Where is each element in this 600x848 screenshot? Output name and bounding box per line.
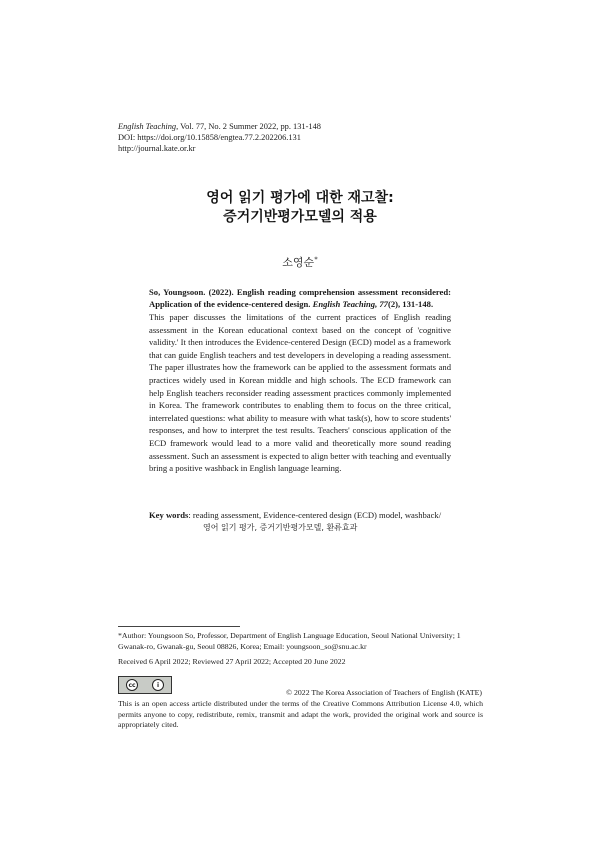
title-line-1: 영어 읽기 평가에 대한 재고찰: [206,190,394,206]
paper-title [0,189,600,227]
received-dates: Received 6 April 2022; Reviewed 27 April 2022; Accepted 20 June 2022 [118,657,346,666]
keywords-korean: 영어 읽기 평가, 증거기반평가모델, 환류효과 [203,523,358,532]
journal-url[interactable]: http://journal.kate.or.kr [118,144,196,154]
author-footnote-mark[interactable]: * [314,255,318,264]
journal-name: English Teaching [118,122,177,131]
license-text: This is an open access article distributed under the terms of the Creative Commons Attribution License 4.0, which permits anyone to copy, redistribute, remix, transmit and adapt the work, provided the original work and source is appropriately cited. [118,699,483,730]
keywords [149,509,459,522]
journal-citation-line [118,121,321,132]
volume-info: , Vol. 77, No. 2 Summer 2022, pp. 131-148 [176,122,321,131]
author-footnote: *Author: Youngsoon So, Professor, Department of English Language Education, Seoul National University; 1 Gwanak-ro, Gwanak-gu, Seoul 08826, Korea; Email: youngsoon_so@snu.ac.kr [118,631,461,651]
cc-icon: cc [126,679,138,691]
citation-tail: (2), 131-148. [387,298,434,309]
keywords-english: : reading assessment, Evidence-centered design (ECD) model, washback/ [188,510,442,520]
citation [149,287,451,310]
citation-journal: English Teaching, 77 [312,298,388,309]
abstract: This paper discusses the limitations of the current practices of English reading assessment in the Korean educational context based on the concept of 'cognitive validity.' It then introduces the Evidence-centered Design (ECD) model as a framework that can guide English teachers and test developers in developing a reading assessment. The paper illustrates how the framework can be applied to the assessment formats and practices widely used in Korean middle and high schools. The ECD framework can help English teachers reconsider reading assessment practices commonly implemented in Korea. The framework contributes to enabling them to focus on the three critical, interrelated questions: what ability to measure with what task(s), how to score students' responses, and how to interpret the test results. Teachers' conscious application of the ECD framework would lead to a more valid and theoretically more sound reading assessment. Such an assessment is expected to align better with teaching and eventually bring a positive washback in English language learning. [149,312,451,474]
cc-license-badge[interactable] [118,676,172,694]
copyright-notice: © 2022 The Korea Association of Teachers of English (KATE) [286,688,482,697]
author-line [0,254,600,270]
footnote-divider [118,626,240,627]
author-name: 소영순 [282,256,315,269]
keywords-label: Key words [149,510,189,520]
attribution-icon: i [152,679,164,691]
title-line-2: 증거기반평가모델의 적용 [223,209,377,225]
doi-line[interactable]: DOI: https://doi.org/10.15858/engtea.77.2.202206.131 [118,133,301,143]
journal-header [118,121,321,155]
citation-lead: So, Youngsoon. (2022). English reading comprehension assessment reconsidered: Application of the evidence-centered design. [149,287,451,309]
